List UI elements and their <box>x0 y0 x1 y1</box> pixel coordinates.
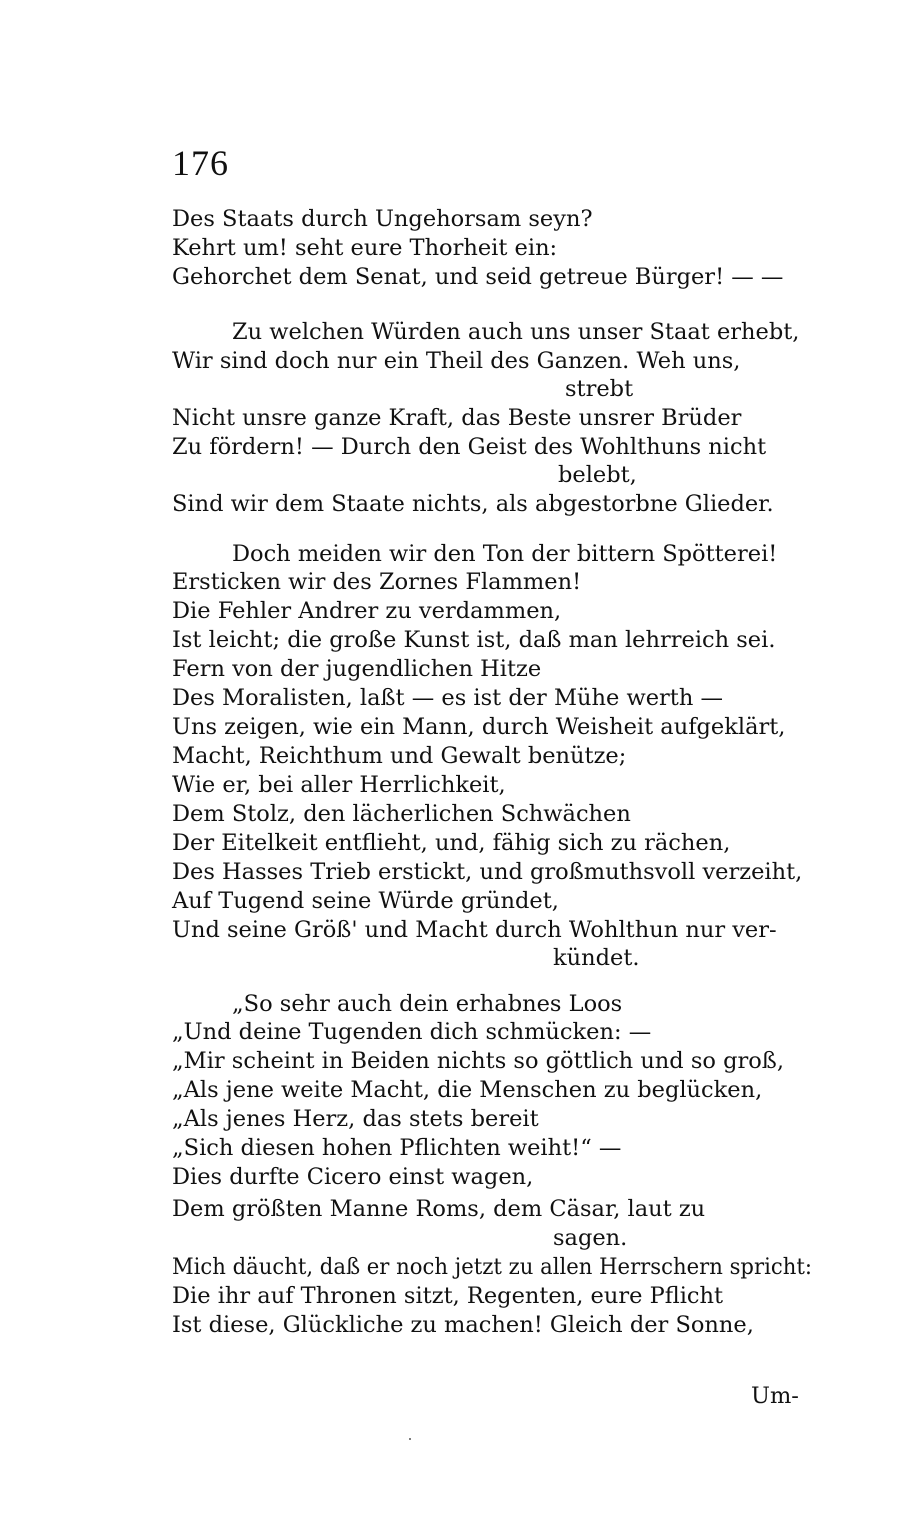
verse-line: Fern von der jugendlichen Hitze <box>172 656 542 682</box>
verse-line: „So sehr auch dein erhabnes Loos <box>232 991 623 1017</box>
verse-line: Dies durfte Cicero einst wagen, <box>172 1164 534 1190</box>
verse-line: Nicht unsre ganze Kraft, das Beste unsrer Brüder <box>172 405 742 431</box>
verse-line: Der Eitelkeit entflieht, und, fähig sich zu rächen, <box>172 830 731 856</box>
verse-line: „Als jenes Herz, das stets bereit <box>172 1106 539 1132</box>
verse-line: Dem größten Manne Roms, dem Cäsar, laut zu <box>172 1196 706 1222</box>
verse-line: „Sich diesen hohen Pflichten weiht!“ — <box>172 1135 622 1161</box>
verse-turnover: kündet. <box>553 945 640 971</box>
verse-line: „Und deine Tugenden dich schmücken: — <box>172 1019 652 1045</box>
verse-line: Die Fehler Andrer zu verdammen, <box>172 598 562 624</box>
verse-line: Ist diese, Glückliche zu machen! Gleich der Sonne, <box>172 1312 754 1338</box>
verse-line: Auf Tugend seine Würde gründet, <box>172 888 559 914</box>
verse-line: Kehrt um! seht eure Thorheit ein: <box>172 235 558 261</box>
verse-line: Wir sind doch nur ein Theil des Ganzen. Weh uns, <box>172 348 741 374</box>
verse-line: Die ihr auf Thronen sitzt, Regenten, eure Pflicht <box>172 1283 724 1309</box>
verse-line: Des Staats durch Ungehorsam seyn? <box>172 206 593 232</box>
verse-line: „Mir scheint in Beiden nichts so göttlich und so groß, <box>172 1048 784 1074</box>
verse-line: Dem Stolz, den lächerlichen Schwächen <box>172 801 631 827</box>
printing-mark <box>409 1438 411 1440</box>
verse-line: Gehorchet dem Senat, und seid getreue Bürger! — — <box>172 264 784 290</box>
verse-turnover: sagen. <box>553 1225 628 1251</box>
verse-turnover: belebt, <box>558 462 637 488</box>
verse-turnover: strebt <box>565 376 634 402</box>
verse-line: Des Hasses Trieb erstickt, und großmuthsvoll verzeiht, <box>172 859 803 885</box>
catchword: Um- <box>751 1383 799 1409</box>
verse-line: Mich däucht, daß er noch jetzt zu allen Herrschern spricht: <box>172 1254 812 1280</box>
verse-line: Ersticken wir des Zornes Flammen! <box>172 569 582 595</box>
verse-line: Und seine Größ' und Macht durch Wohlthun nur ver- <box>172 917 777 943</box>
verse-line: Uns zeigen, wie ein Mann, durch Weisheit aufgeklärt, <box>172 714 786 740</box>
verse-line: Sind wir dem Staate nichts, als abgestorbne Glieder. <box>172 491 774 517</box>
verse-line: Zu fördern! — Durch den Geist des Wohlthuns nicht <box>172 434 767 460</box>
verse-line: Macht, Reichthum und Gewalt benütze; <box>172 743 627 769</box>
verse-line: Zu welchen Würden auch uns unser Staat erhebt, <box>232 319 800 345</box>
verse-line: Ist leicht; die große Kunst ist, daß man lehrreich sei. <box>172 627 776 653</box>
verse-line: Des Moralisten, laßt — es ist der Mühe werth — <box>172 685 723 711</box>
verse-line: Wie er, bei aller Herrlichkeit, <box>172 772 506 798</box>
verse-line: „Als jene weite Macht, die Menschen zu beglücken, <box>172 1077 763 1103</box>
page-number: 176 <box>172 143 229 183</box>
verse-line: Doch meiden wir den Ton der bittern Spötterei! <box>232 541 778 567</box>
